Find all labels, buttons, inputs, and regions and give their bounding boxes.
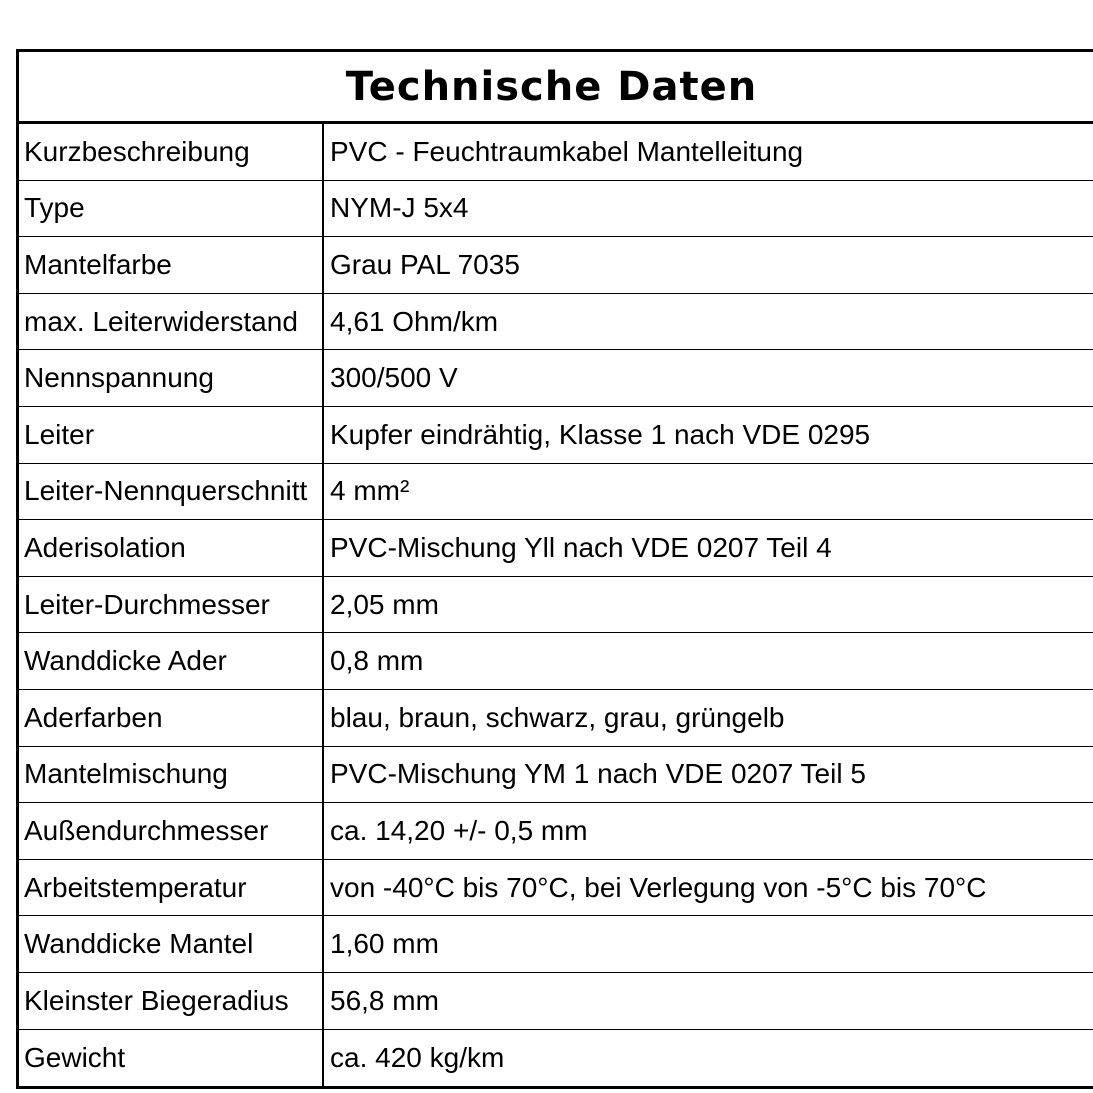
table-row (19, 633, 1093, 690)
table-row (19, 520, 1093, 577)
row-label: Mantelmischung (19, 747, 324, 803)
row-label: Aderfarben (19, 690, 324, 746)
table-row (19, 181, 1093, 238)
table-title-row (19, 52, 1093, 124)
row-label: Type (19, 181, 324, 237)
row-label: Wanddicke Mantel (19, 916, 324, 972)
row-value: 2,05 mm (330, 588, 439, 620)
row-value: PVC-Mischung YM 1 nach VDE 0207 Teil 5 (330, 758, 866, 790)
row-value: Grau PAL 7035 (330, 248, 520, 280)
table-row (19, 1030, 1093, 1087)
table-row (19, 464, 1093, 521)
row-value: von -40°C bis 70°C, bei Verlegung von -5°C bis 70°C (330, 871, 987, 903)
row-value: 56,8 mm (330, 984, 439, 1016)
table-row (19, 350, 1093, 407)
row-label: Gewicht (19, 1030, 324, 1087)
table-row (19, 690, 1093, 747)
row-value: 1,60 mm (330, 928, 439, 960)
table-row (19, 577, 1093, 634)
row-label: Nennspannung (19, 350, 324, 406)
row-label: Leiter-Nennquerschnitt (19, 464, 324, 520)
row-label: Kurzbeschreibung (19, 124, 324, 180)
table-row (19, 916, 1093, 973)
table-row (19, 747, 1093, 804)
row-label: Arbeitstemperatur (19, 860, 324, 916)
technical-data-table (16, 49, 1093, 1089)
row-value: NYM-J 5x4 (330, 192, 469, 224)
table-row (19, 124, 1093, 181)
table-title: Technische Daten (345, 63, 758, 110)
row-label: Außendurchmesser (19, 803, 324, 859)
table-row (19, 973, 1093, 1030)
row-value: PVC-Mischung Yll nach VDE 0207 Teil 4 (330, 531, 832, 563)
row-label: Leiter-Durchmesser (19, 577, 324, 633)
row-value: 4,61 Ohm/km (330, 305, 499, 337)
row-label: max. Leiterwiderstand (19, 294, 324, 350)
row-label: Leiter (19, 407, 324, 463)
row-label: Wanddicke Ader (19, 633, 324, 689)
table-body (19, 124, 1093, 1086)
row-label: Mantelfarbe (19, 237, 324, 293)
row-value: 300/500 V (330, 362, 458, 394)
table-row (19, 803, 1093, 860)
row-value: 4 mm² (330, 475, 410, 507)
row-label: Kleinster Biegeradius (19, 973, 324, 1029)
row-value: blau, braun, schwarz, grau, grüngelb (330, 701, 785, 733)
row-value: ca. 14,20 +/- 0,5 mm (330, 814, 588, 846)
table-row (19, 294, 1093, 351)
row-value: ca. 420 kg/km (330, 1041, 505, 1073)
table-row (19, 860, 1093, 917)
row-value: Kupfer eindrähtig, Klasse 1 nach VDE 0295 (330, 418, 871, 450)
table-row (19, 407, 1093, 464)
row-value: 0,8 mm (330, 645, 424, 677)
table-row (19, 237, 1093, 294)
row-label: Aderisolation (19, 520, 324, 576)
row-value: PVC - Feuchtraumkabel Mantelleitung (330, 135, 804, 167)
